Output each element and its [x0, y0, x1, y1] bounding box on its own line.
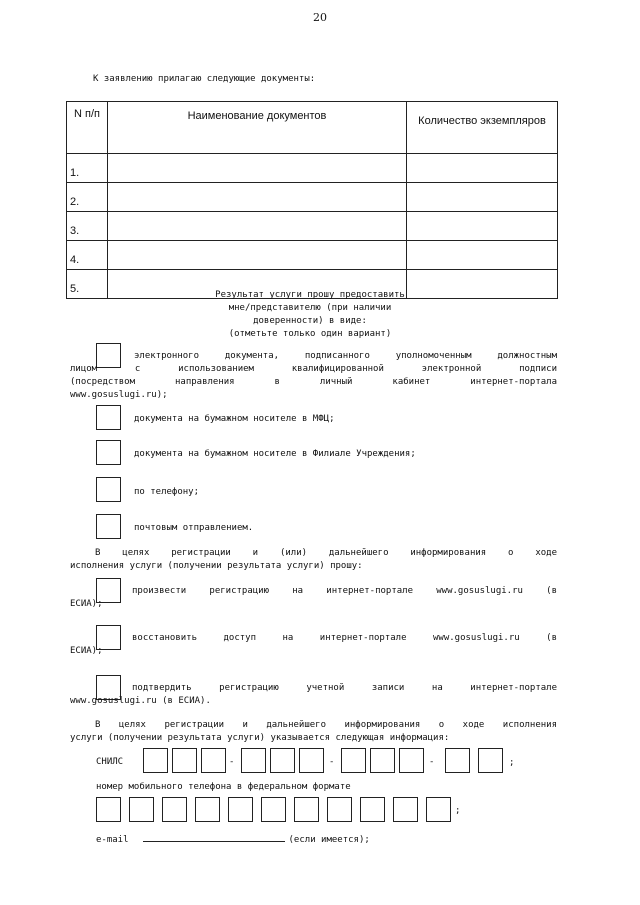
phone-digit-cell[interactable] — [162, 797, 187, 822]
snils-digit-cell[interactable] — [201, 748, 226, 773]
snils-digit-cell[interactable] — [370, 748, 395, 773]
copies-cell[interactable] — [407, 212, 558, 241]
snils-separator: - — [429, 757, 435, 767]
snils-digit-cell[interactable] — [172, 748, 197, 773]
snils-digit-cell[interactable] — [241, 748, 266, 773]
snils-field[interactable] — [143, 748, 513, 774]
restore-access-text: восстановить доступ на интернет-портале www.gosuslugi.ru (в ЕСИА); — [70, 633, 557, 656]
snils-check-cell[interactable] — [478, 748, 503, 773]
phone-digit-cell[interactable] — [393, 797, 418, 822]
copies-cell[interactable] — [407, 183, 558, 212]
phone-digit-cell[interactable] — [360, 797, 385, 822]
result-mail-text: почтовым отправлением. — [134, 523, 254, 533]
attachments-intro: К заявлению прилагаю следующие документы: — [93, 74, 316, 84]
copies-cell[interactable] — [407, 154, 558, 183]
snils-digit-cell[interactable] — [143, 748, 168, 773]
result-mail-checkbox[interactable] — [96, 514, 121, 539]
phone-digit-cell[interactable] — [96, 797, 121, 822]
col-header-doc-name: Наименование документов — [108, 102, 407, 154]
phone-digit-cell[interactable] — [426, 797, 451, 822]
documents-table — [66, 101, 558, 299]
email-input-line[interactable] — [143, 832, 285, 842]
phone-digit-cell[interactable] — [195, 797, 220, 822]
col-header-copies: Количество экземпляров — [407, 102, 558, 154]
doc-name-cell[interactable] — [108, 183, 407, 212]
result-phone-text: по телефону; — [134, 487, 200, 497]
register-text: произвести регистрацию на интернет-портале www.gosuslugi.ru (в ЕСИА); — [70, 586, 557, 609]
result-branch-text: документа на бумажном носителе в Филиале Учреждения; — [134, 449, 416, 459]
result-mfc-text: документа на бумажном носителе в МФЦ; — [134, 414, 335, 424]
page-number: 20 — [313, 11, 327, 24]
phone-digit-cell[interactable] — [261, 797, 286, 822]
snils-digit-cell[interactable] — [341, 748, 366, 773]
doc-name-cell[interactable] — [108, 154, 407, 183]
table-row — [67, 212, 558, 241]
copies-cell[interactable] — [407, 241, 558, 270]
snils-end: ; — [509, 758, 515, 768]
table-row — [67, 183, 558, 212]
row-number: 4. — [67, 241, 108, 270]
result-branch-checkbox[interactable] — [96, 440, 121, 465]
row-number: 3. — [67, 212, 108, 241]
phone-label: номер мобильного телефона в федеральном формате — [96, 782, 351, 792]
phone-digit-cell[interactable] — [129, 797, 154, 822]
table-header-row — [67, 102, 558, 154]
doc-name-cell[interactable] — [108, 241, 407, 270]
snils-check-cell[interactable] — [445, 748, 470, 773]
phone-digit-cell[interactable] — [294, 797, 319, 822]
info-intro: В целях регистрации и дальнейшего информирования о ходе исполнения услуги (получении результата услуги) указывается следующая информация: — [70, 720, 557, 743]
snils-separator: - — [229, 757, 235, 767]
result-phone-checkbox[interactable] — [96, 477, 121, 502]
registration-intro: В целях регистрации и (или) дальнейшего информирования о ходе исполнения услуги (получении результата услуги) прошу: — [70, 548, 557, 571]
snils-label: СНИЛС — [96, 757, 124, 767]
row-number: 5. — [67, 270, 108, 299]
phone-digit-cell[interactable] — [228, 797, 253, 822]
phone-field[interactable] — [96, 797, 466, 823]
col-header-number: N п/п — [67, 102, 108, 154]
snils-digit-cell[interactable] — [399, 748, 424, 773]
result-electronic-text: электронного документа, подписанного уполномоченным должностным лицом с использованием квалифицированной электронной подписи (посредством направления в личный кабинет интернет-портала www.gosuslugi.ru); — [70, 351, 557, 400]
phone-end: ; — [455, 806, 461, 816]
doc-name-cell[interactable] — [108, 212, 407, 241]
table-row — [67, 241, 558, 270]
result-mfc-checkbox[interactable] — [96, 405, 121, 430]
row-number: 1. — [67, 154, 108, 183]
snils-digit-cell[interactable] — [299, 748, 324, 773]
snils-digit-cell[interactable] — [270, 748, 295, 773]
row-number: 2. — [67, 183, 108, 212]
email-suffix: (если имеется); — [288, 835, 370, 845]
email-label: e-mail — [96, 835, 129, 845]
confirm-registration-text: подтвердить регистрацию учетной записи на интернет-портале www.gosuslugi.ru (в ЕСИА). — [70, 683, 557, 706]
result-heading: Результат услуги прошу предоставить мне/представителю (при наличии доверенности) в виде: (отметьте только один вариант) — [215, 290, 405, 339]
snils-separator: - — [329, 757, 335, 767]
email-row — [96, 832, 370, 847]
table-row — [67, 154, 558, 183]
phone-digit-cell[interactable] — [327, 797, 352, 822]
